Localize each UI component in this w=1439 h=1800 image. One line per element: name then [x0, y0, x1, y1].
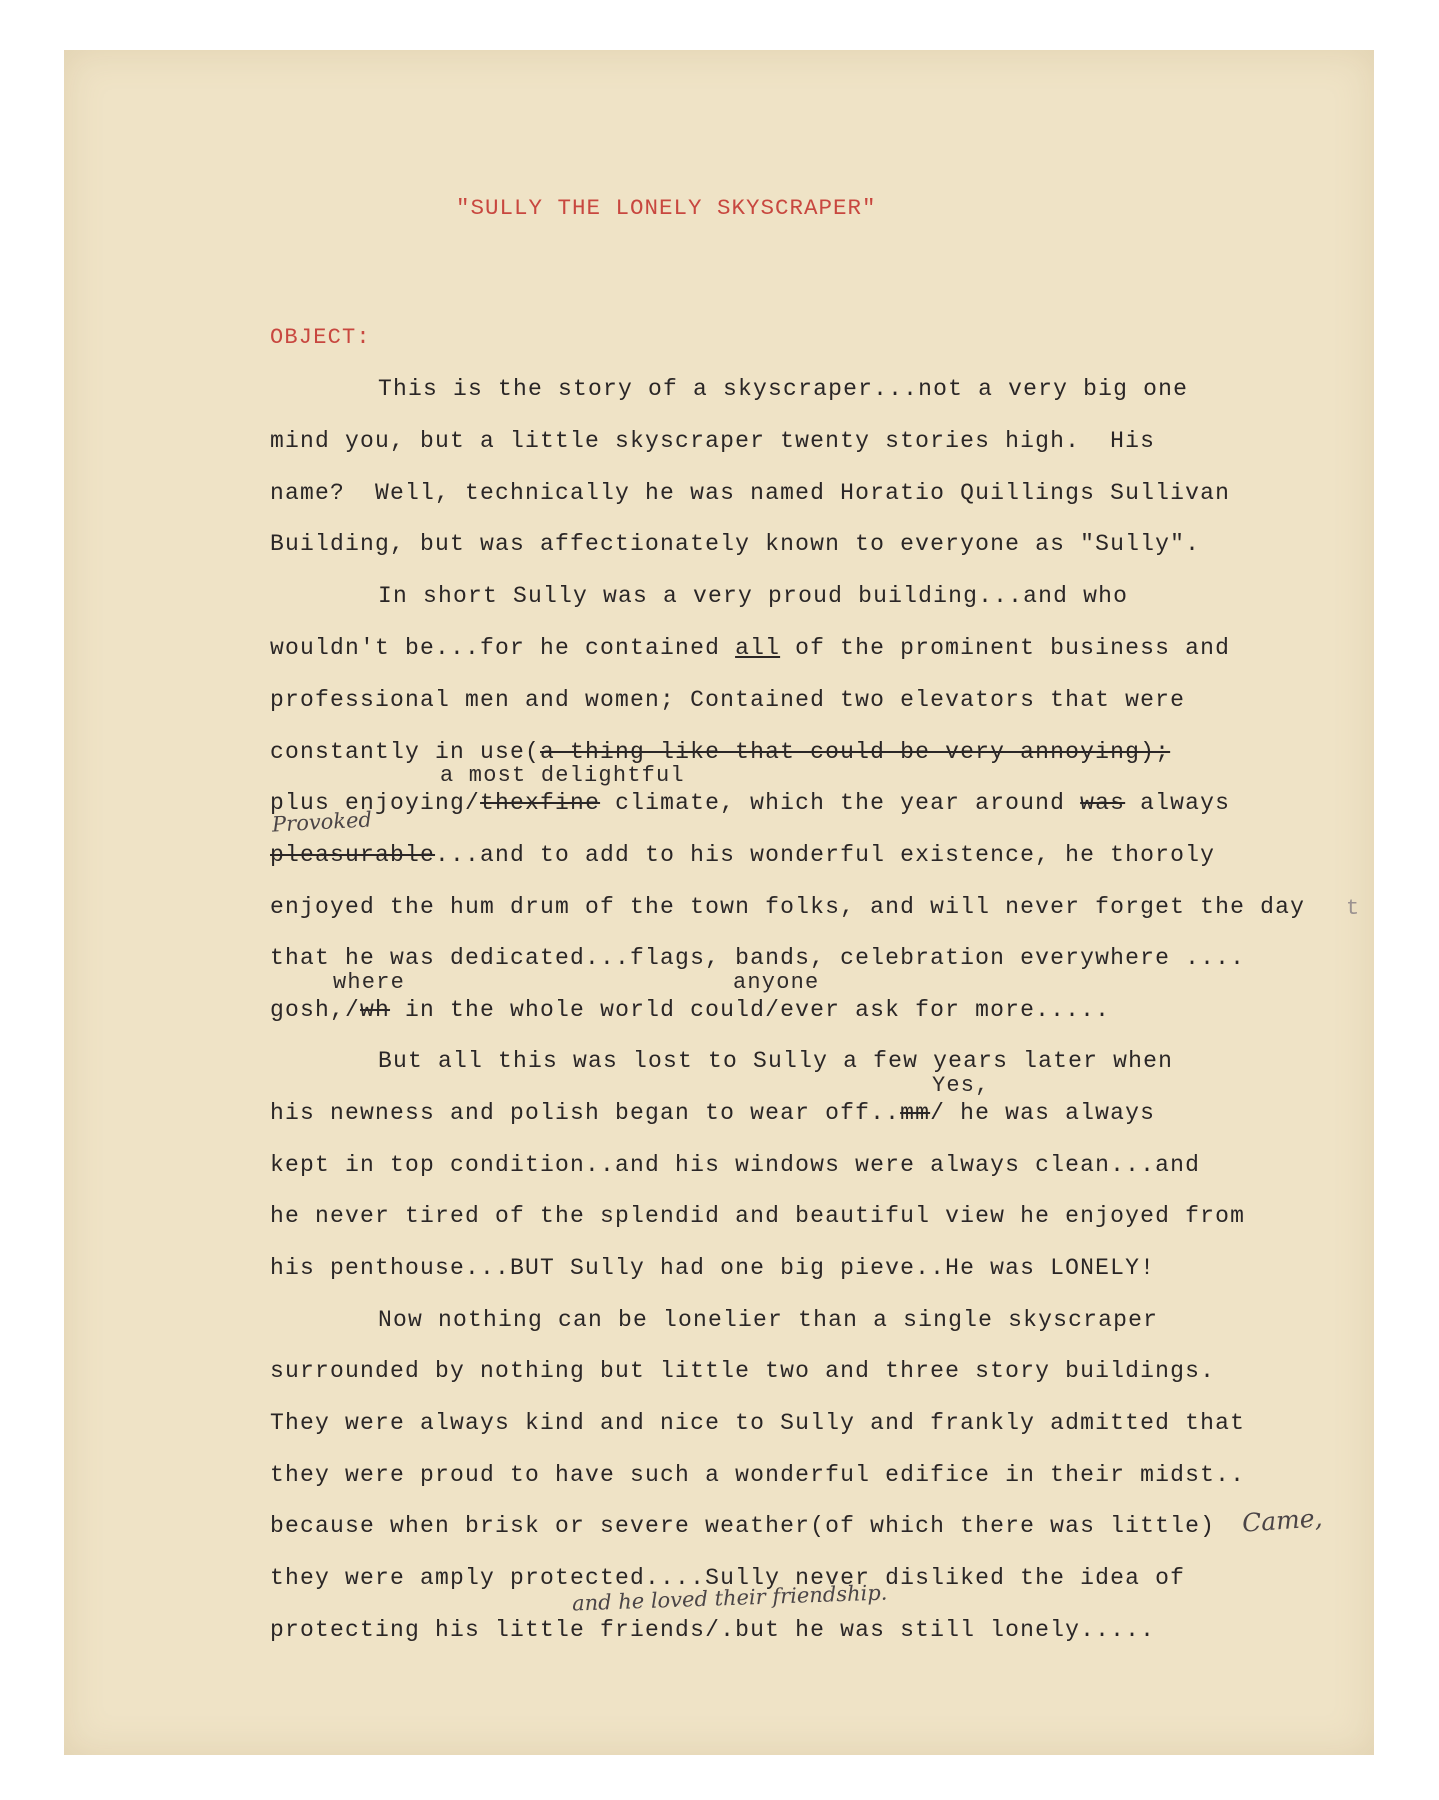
para4-line-7: protecting his little friends/.but he was still lonely.....: [270, 1617, 1156, 1643]
para3-line-1: But all this was lost to Sully a few years later when: [378, 1048, 1174, 1074]
struck-text: thexfine: [480, 790, 601, 816]
para2-line-8: that he was dedicated...flags, bands, celebration everywhere ....: [270, 945, 1246, 971]
para2-line-5: plus enjoying/thexfine climate, which the year around was always: [270, 790, 1231, 816]
para2-line-7: enjoyed the hum drum of the town folks, and will never forget the day: [270, 894, 1306, 920]
typed-insertion-2: where: [333, 970, 406, 995]
handwritten-insertion-came: Came,: [1241, 1503, 1324, 1538]
section-label: OBJECT:: [270, 325, 371, 350]
para4-line-3: They were always kind and nice to Sully and frankly admitted that: [270, 1410, 1246, 1436]
para4-line-1: Now nothing can be lonelier than a single skyscraper: [378, 1307, 1159, 1333]
para3-line-5: his penthouse...BUT Sully had one big pieve..He was LONELY!: [270, 1255, 1156, 1281]
struck-text: pleasurable: [270, 842, 436, 868]
para3-line-3: kept in top condition..and his windows were always clean...and: [270, 1152, 1201, 1178]
para1-line-3: name? Well, technically he was named Horatio Quillings Sullivan: [270, 480, 1231, 506]
para2-line-2: wouldn't be...for he contained all of the prominent business and: [270, 635, 1231, 661]
para4-line-6: they were amply protected....Sully never disliked the idea of: [270, 1565, 1186, 1591]
para2-line-3: professional men and women; Contained two elevators that were: [270, 687, 1186, 713]
para1-line-4: Building, but was affectionately known to everyone as "Sully".: [270, 531, 1201, 557]
para4-line-5: because when brisk or severe weather(of which there was little): [270, 1513, 1216, 1539]
para2-line-1: In short Sully was a very proud building...and who: [378, 583, 1129, 609]
para1-line-1: This is the story of a skyscraper...not a very big one: [378, 376, 1189, 402]
handwritten-correction: Provoked: [271, 807, 373, 837]
handwritten-insertion-friendship: and he loved their friendship.: [571, 1580, 888, 1616]
para4-line-2: surrounded by nothing but little two and three story buildings.: [270, 1358, 1216, 1384]
para2-line-4: constantly in use(a thing like that could be very annoying);: [270, 739, 1171, 765]
typed-insertion-1: a most delightful: [440, 763, 685, 788]
para2-line-6: pleasurable...and to add to his wonderful existence, he thoroly: [270, 842, 1216, 868]
typed-insertion-3: anyone: [733, 970, 820, 995]
struck-text: was: [1080, 790, 1126, 816]
para3-line-2: his newness and polish began to wear off..mm/ he was always: [270, 1100, 1156, 1126]
para4-line-4: they were proud to have such a wonderful edifice in their midst..: [270, 1462, 1246, 1488]
para1-line-2: mind you, but a little skyscraper twenty stories high. His: [270, 428, 1156, 454]
struck-text: wh: [360, 997, 391, 1023]
para2-line-9: gosh,/wh in the whole world could/ever ask for more.....: [270, 997, 1111, 1023]
page-title: "SULLY THE LONELY SKYSCRAPER": [456, 195, 877, 221]
struck-text: a thing like that could be very annoying);: [540, 739, 1171, 765]
underlined-word: all: [735, 635, 781, 661]
para3-line-4: he never tired of the splendid and beautiful view he enjoyed from: [270, 1203, 1246, 1229]
typed-insertion-4: Yes,: [932, 1073, 990, 1098]
edge-character: t: [1346, 896, 1360, 921]
struck-text: mm: [900, 1100, 931, 1126]
